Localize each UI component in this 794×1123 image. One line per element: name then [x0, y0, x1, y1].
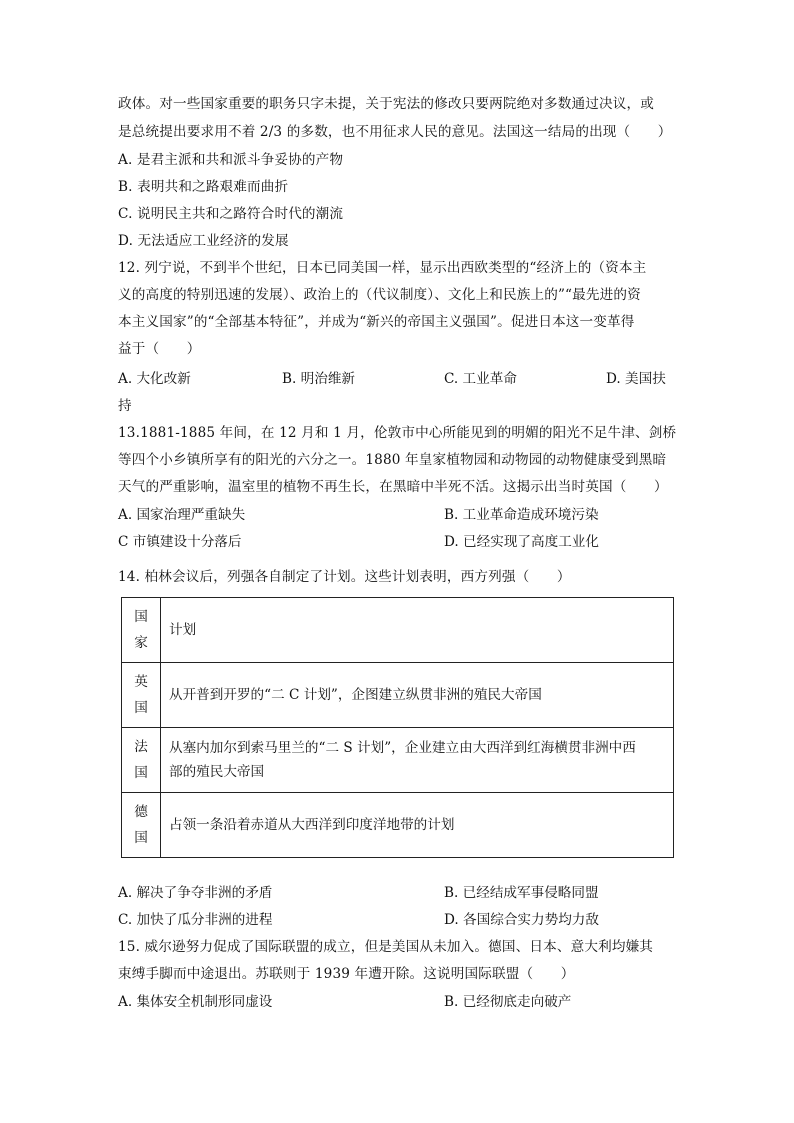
table-header-row [122, 598, 674, 663]
q12-option-b: B. 明治维新 [282, 371, 356, 387]
q12-text-line-4: 益于（ ） [118, 341, 201, 357]
header-country-cell [122, 598, 161, 663]
q13-text-line-1: 13.1881-1885 年间，在 12 月和 1 月，伦敦市中心所能见到的明媚的阳光不足牛津、剑桥 [118, 425, 677, 441]
q11-text-line-1: 政体。对一些国家重要的职务只字未提，关于宪法的修改只要两院绝对多数通过决议，或 [118, 96, 655, 112]
q12-text-line-1: 12. 列宁说，不到半个世纪，日本已同美国一样，显示出西欧类型的“经济上的（资本主 [118, 260, 647, 276]
country-cell-uk [122, 663, 161, 728]
q15-text-line-2: 束缚手脚而中途退出。苏联则于 1939 年遭开除。这说明国际联盟（ ） [118, 966, 575, 982]
q13-option-d: D. 已经实现了高度工业化 [444, 534, 599, 550]
country-cell-germany [122, 793, 161, 858]
plan-text-continued: 部的殖民大帝国 [169, 764, 265, 780]
q15-option-a: A. 集体安全机制形同虚设 [118, 994, 273, 1010]
q13-option-c: C 市镇建设十分落后 [118, 534, 242, 550]
country-char: 英 [134, 674, 148, 690]
header-plan-cell: 计划 [161, 598, 674, 663]
q15-text-line-1: 15. 威尔逊努力促成了国际联盟的成立，但是美国从未加入。德国、日本、意大利均嫌其 [118, 939, 654, 955]
table-row [122, 728, 674, 793]
q13-option-b: B. 工业革命造成环境污染 [444, 507, 599, 523]
country-char: 国 [134, 765, 148, 781]
q12-text-line-2: 义的高度的特别迅速的发展）、政治上的（代议制度）、文化上和民族上的”“最先进的资 [118, 287, 641, 303]
plan-text: 从开普到开罗的“二 C 计划”，企图建立纵贯非洲的殖民大帝国 [169, 687, 542, 703]
q15-option-b: B. 已经彻底走向破产 [444, 994, 572, 1010]
country-cell-france [122, 728, 161, 793]
table-row [122, 793, 674, 858]
q12-option-a: A. 大化改新 [118, 371, 191, 387]
plan-cell-france [161, 728, 674, 793]
q11-option-d: D. 无法适应工业经济的发展 [118, 233, 289, 249]
table-row [122, 663, 674, 728]
header-country-char-1: 国 [134, 609, 148, 625]
q13-text-line-3: 天气的严重影响，温室里的植物不再生长，在黑暗中半死不活。这揭示出当时英国（ ） [118, 479, 668, 495]
q12-option-d-wrap: 持 [118, 398, 132, 414]
q11-option-c: C. 说明民主共和之路符合时代的潮流 [118, 206, 344, 222]
plan-cell-germany [161, 793, 674, 858]
q12-option-c: C. 工业革命 [444, 371, 517, 387]
country-char: 国 [134, 700, 148, 716]
q11-option-b: B. 表明共和之路艰难而曲折 [118, 179, 289, 195]
country-char: 法 [134, 739, 148, 755]
q14-stem: 14. 柏林会议后，列强各自制定了计划。这些计划表明，西方列强（ ） [118, 569, 571, 585]
q13-text-line-2: 等四个小乡镇所享有的阳光的六分之一。1880 年皇家植物园和动物园的动物健康受到黑暗 [118, 452, 667, 468]
country-char: 国 [134, 830, 148, 846]
plans-table [121, 597, 674, 858]
country-char: 德 [134, 804, 148, 820]
plan-text: 从塞内加尔到索马里兰的“二 S 计划”，企业建立由大西洋到红海横贯非洲中西 [169, 740, 636, 756]
q11-option-a: A. 是君主派和共和派斗争妥协的产物 [118, 152, 344, 168]
plan-text: 占领一条沿着赤道从大西洋到印度洋地带的计划 [169, 817, 455, 833]
q13-option-a: A. 国家治理严重缺失 [118, 507, 246, 523]
q14-option-a: A. 解决了争夺非洲的矛盾 [118, 885, 273, 901]
header-country-char-2: 家 [134, 635, 148, 651]
q14-option-b: B. 已经结成军事侵略同盟 [444, 885, 599, 901]
q14-option-c: C. 加快了瓜分非洲的进程 [118, 912, 273, 928]
q12-text-line-3: 本主义国家”的“全部基本特征”，并成为“新兴的帝国主义强国”。促进日本这一变革得 [118, 314, 635, 330]
q14-option-d: D. 各国综合实力势均力敌 [444, 912, 599, 928]
q11-text-line-2: 是总统提出要求用不着 2/3 的多数，也不用征求人民的意见。法国这一结局的出现（ ） [118, 124, 672, 140]
plan-cell-uk [161, 663, 674, 728]
q12-option-d: D. 美国扶 [606, 371, 666, 387]
